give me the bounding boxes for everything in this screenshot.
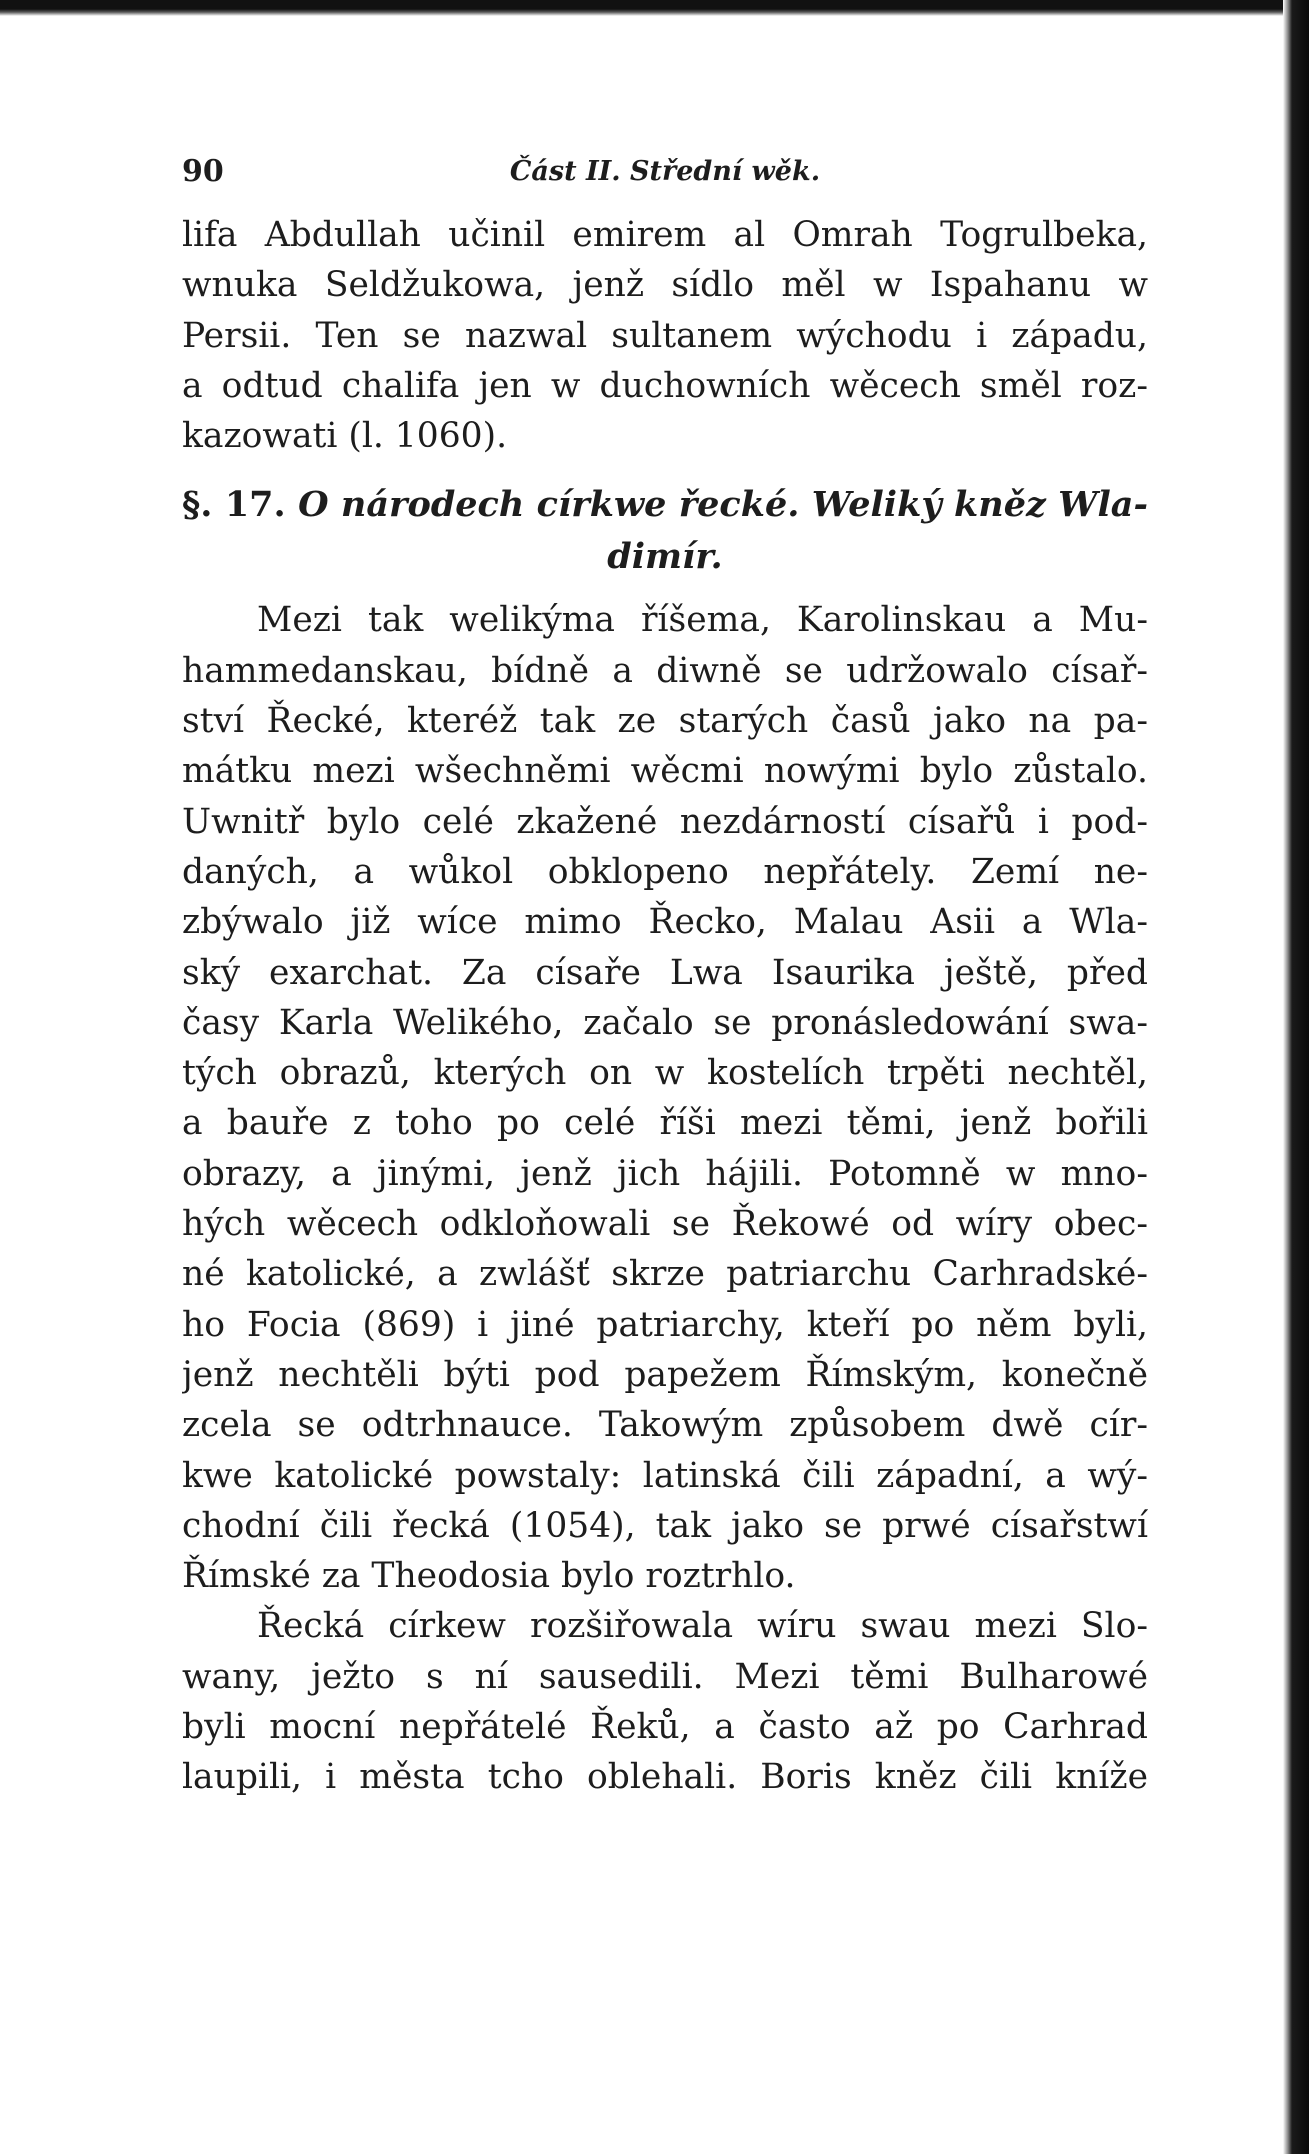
text-line: né katolické, a zwlášť skrze patriarchu Carhradské- [182,1254,1148,1295]
text-line: a bauře z toho po celé říši mezi těmi, jenž bořili [182,1103,1148,1144]
page-header [182,154,1148,194]
text-line: Římské za Theodosia bylo roztrhlo. [182,1556,796,1597]
text-line: časy Karla Welikého, začalo se pronásledowání swa- [182,1002,1148,1043]
text-line: chodní čili řecká (1054), tak jako se prwé císařstwí [182,1505,1148,1546]
text-line: kazowati (l. 1060). [182,416,508,457]
text-line: Mezi tak welikýma říšema, Karolinskau a Mu- [257,600,1148,641]
section-title-continuation: dimír. [607,536,723,578]
text-line: tých obrazů, kterých on w kostelích trpěti nechtěl, [182,1053,1148,1094]
scan-right-edge [1283,0,1309,2154]
running-head: Část II. Střední wěk. [509,156,821,187]
text-line: zbýwalo již wíce mimo Řecko, Malau Asii a Wla- [182,902,1148,943]
text-line: byli mocní nepřátelé Řeků, a často až po Carhrad [182,1707,1148,1748]
section-heading [182,479,1148,583]
section-title: O národech církwe řecké. Weliký kněz Wla- [298,484,1148,526]
text-line: obrazy, a jinými, jenž jich hájili. Potomně w mno- [182,1153,1148,1194]
text-line: ský exarchat. Za císaře Lwa Isaurika ještě, před [182,952,1148,993]
text-line: ství Řecké, kteréž tak ze starých časů jako na pa- [182,701,1148,742]
text-line: hammedanskau, bídně a diwně se udržowalo císař- [182,650,1148,691]
text-line: daných, a wůkol obklopeno nepřátely. Zemí ne- [182,851,1148,892]
text-line: Persii. Ten se nazwal sultanem wýchodu i západu, [182,315,1148,356]
section-number: §. 17. [182,484,286,526]
text-line: Řecká církew rozšiřowala wíru swau mezi Slo- [257,1606,1148,1647]
page-number: 90 [182,154,224,189]
paragraph-2 [182,1601,1148,1802]
text-line: kwe katolické powstaly: latinská čili západní, a wý- [182,1455,1148,1496]
text-line: ho Focia (869) i jiné patriarchy, kteří po něm byli, [182,1304,1148,1345]
text-line: wnuka Seldžukowa, jenž sídlo měl w Ispahanu w [182,265,1148,306]
intro-text [182,210,1148,461]
text-line: jenž nechtěli býti pod papežem Římským, konečně [182,1354,1148,1395]
text-line: laupili, i města tcho oblehali. Boris kněz čili kníže [182,1757,1148,1798]
text-line: mátku mezi wšechněmi wěcmi nowými bylo zůstalo. [182,751,1148,792]
paragraph-1 [182,595,1148,1601]
text-line: a odtud chalifa jen w duchowních wěcech směl roz- [182,365,1148,406]
scan-top-edge [0,0,1309,16]
text-line: lifa Abdullah učinil emirem al Omrah Togrulbeka, [182,215,1148,255]
text-line: zcela se odtrhnauce. Takowým způsobem dwě cír- [182,1405,1148,1446]
text-line: hých wěcech odkloňowali se Řekowé od wíry obec- [182,1204,1148,1245]
page-body [182,210,1148,1803]
text-line: Uwnitř bylo celé zkažené nezdárností císařů i pod- [182,801,1148,842]
text-line: wany, ježto s ní sausedili. Mezi těmi Bulharowé [182,1656,1148,1697]
